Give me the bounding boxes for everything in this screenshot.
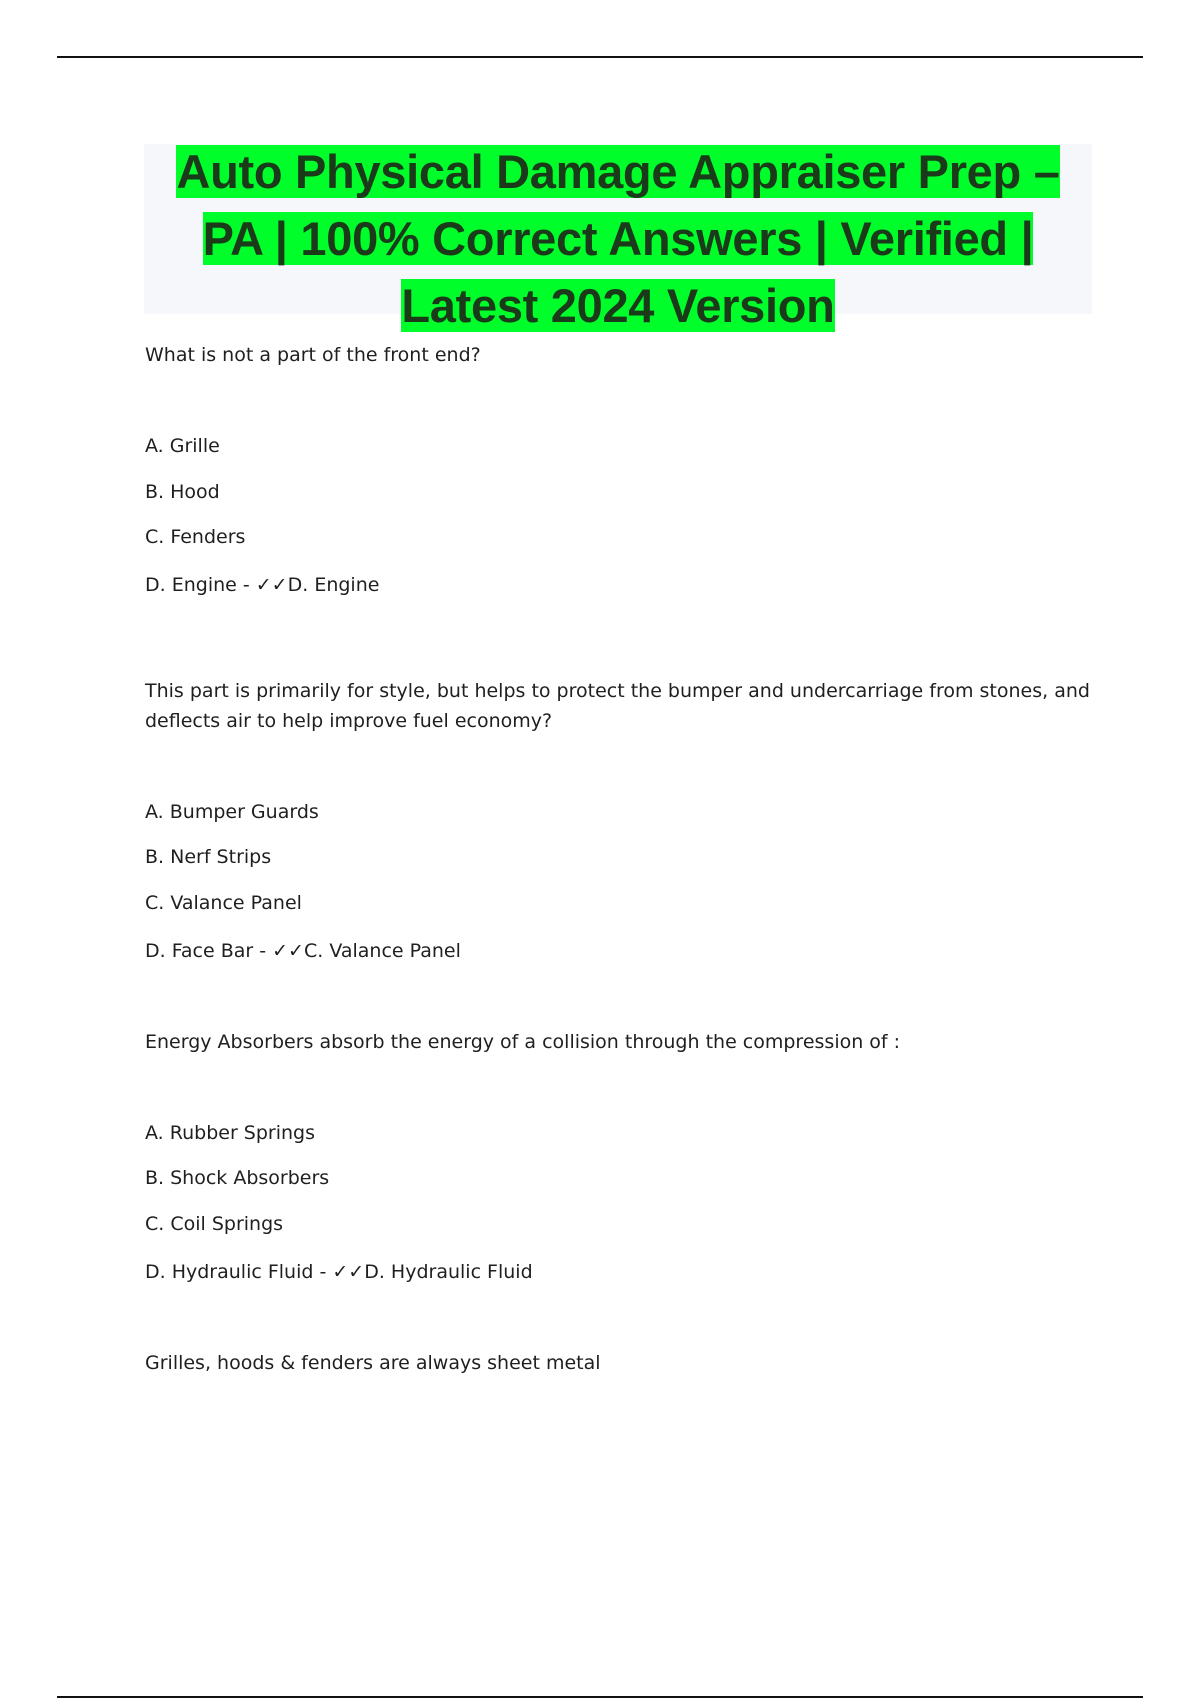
question-text-line-2: deflects air to help improve fuel economy? xyxy=(145,710,553,732)
question-text: What is not a part of the front end? xyxy=(145,344,481,366)
title-line-2: PA | 100% Correct Answers | Verified | xyxy=(202,212,1034,265)
check-mark-icon: ✓✓ xyxy=(255,574,288,596)
bottom-rule xyxy=(57,1696,1143,1698)
option-a: A. Bumper Guards xyxy=(145,801,319,823)
option-d: D. Hydraulic Fluid - xyxy=(145,1261,333,1283)
title-line-3: Latest 2024 Version xyxy=(401,279,835,332)
question-text: Energy Absorbers absorb the energy of a collision through the compression of : xyxy=(145,1031,901,1053)
title-line-1: Auto Physical Damage Appraiser Prep – xyxy=(176,145,1060,198)
option-d-with-answer xyxy=(145,936,461,966)
top-rule xyxy=(57,56,1143,58)
option-c: C. Coil Springs xyxy=(145,1213,284,1235)
answer-text: C. Valance Panel xyxy=(303,940,461,962)
question-text-line-1: This part is primarily for style, but helps to protect the bumper and undercarriage from stones, and xyxy=(145,680,1090,702)
option-d-with-answer xyxy=(145,570,379,600)
option-d-with-answer xyxy=(145,1257,533,1287)
check-mark-icon: ✓✓ xyxy=(272,940,304,962)
option-b: B. Hood xyxy=(145,481,220,503)
answer-text: D. Engine xyxy=(287,574,380,596)
option-c: C. Valance Panel xyxy=(145,892,302,914)
option-b: B. Nerf Strips xyxy=(145,846,272,868)
option-c: C. Fenders xyxy=(145,526,246,548)
option-a: A. Rubber Springs xyxy=(145,1122,316,1144)
option-d: D. Face Bar - xyxy=(145,940,273,962)
check-mark-icon: ✓✓ xyxy=(332,1261,365,1283)
answer-text: D. Hydraulic Fluid xyxy=(364,1261,533,1283)
question-text: Grilles, hoods & fenders are always sheet metal xyxy=(145,1352,601,1374)
option-a: A. Grille xyxy=(145,435,220,457)
option-b: B. Shock Absorbers xyxy=(145,1167,330,1189)
title-box xyxy=(144,144,1092,332)
option-d: D. Engine - xyxy=(145,574,256,596)
